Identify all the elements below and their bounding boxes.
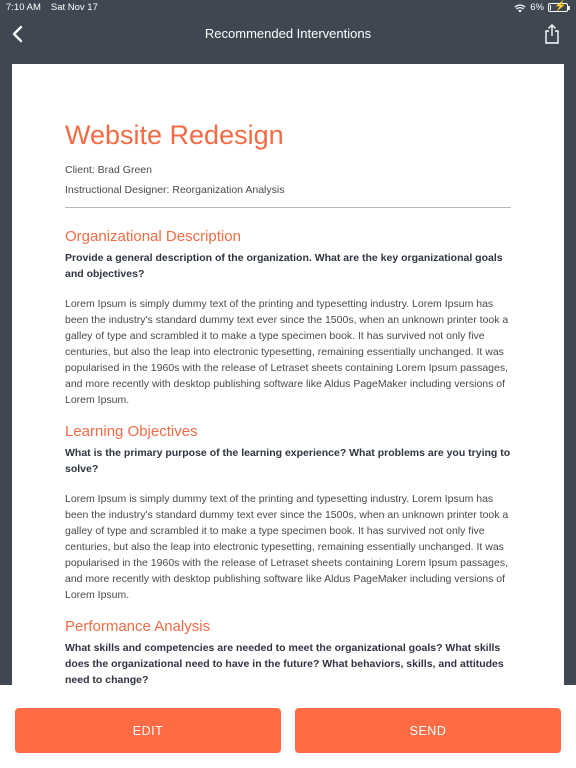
section-title: Performance Analysis <box>65 618 211 635</box>
document-viewer[interactable] <box>0 52 576 685</box>
navigation-bar <box>0 16 576 52</box>
edit-button[interactable]: EDIT <box>15 708 281 753</box>
share-button[interactable] <box>542 23 562 45</box>
send-button[interactable]: SEND <box>295 708 561 753</box>
battery-icon <box>548 3 568 12</box>
section-question: Provide a general description of the organization. What are the key organizational goals and objectives? <box>65 252 503 280</box>
designer-line: Instructional Designer: Reorganization Analysis <box>65 184 285 196</box>
battery-percent: 6% <box>530 2 544 13</box>
section-title: Learning Objectives <box>65 423 198 440</box>
section-title: Organizational Description <box>65 228 241 245</box>
battery-level <box>550 5 551 10</box>
section-question: What is the primary purpose of the learning experience? What problems are you trying to solve? <box>65 447 511 475</box>
client-line: Client: Brad Green <box>65 164 152 176</box>
section-body: Lorem Ipsum is simply dummy text of the printing and typesetting industry. Lorem Ipsum has been the industry's standard dummy text ever since the 1500s, when an unknown printer took a galley of type and scrambled it to make a type specimen book. It has survived not only five centuries, but also the leap into electronic typesetting, remaining essentially unchanged. It was popularised in the 1960s with the release of Letraset sheets containing Lorem Ipsum passages, and more recently with desktop publishing software like Aldus PageMaker including versions of Lorem Ipsum. <box>65 493 509 601</box>
wifi-icon <box>514 3 526 13</box>
document-title: Website Redesign <box>65 120 284 150</box>
status-time: 7:10 AM <box>6 2 41 13</box>
section-body: Lorem Ipsum is simply dummy text of the printing and typesetting industry. Lorem Ipsum has been the industry's standard dummy text ever since the 1500s, when an unknown printer took a galley of type and scrambled it to make a type specimen book. It has survived not only five centuries, but also the leap into electronic typesetting, remaining essentially unchanged. It was popularised in the 1960s with the release of Letraset sheets containing Lorem Ipsum passages, and more recently with desktop publishing software like Aldus PageMaker including versions of Lorem Ipsum. <box>65 298 509 406</box>
charging-bolt-icon: ⚡ <box>554 1 567 12</box>
section-organizational-description <box>65 227 511 408</box>
document-content <box>65 118 511 685</box>
share-icon <box>542 23 562 45</box>
page-title: Recommended Interventions <box>204 26 372 41</box>
action-bar <box>0 685 576 768</box>
divider <box>65 207 511 208</box>
section-learning-objectives <box>65 422 511 603</box>
section-performance-analysis <box>65 617 511 685</box>
status-date: Sat Nov 17 <box>50 2 98 13</box>
section-question: What skills and competencies are needed to meet the organizational goals? What skills does the organizational need to have in the future? What behaviors, skills, and attitudes need to change? <box>65 642 504 685</box>
status-bar <box>0 0 576 16</box>
document-page <box>12 64 564 685</box>
